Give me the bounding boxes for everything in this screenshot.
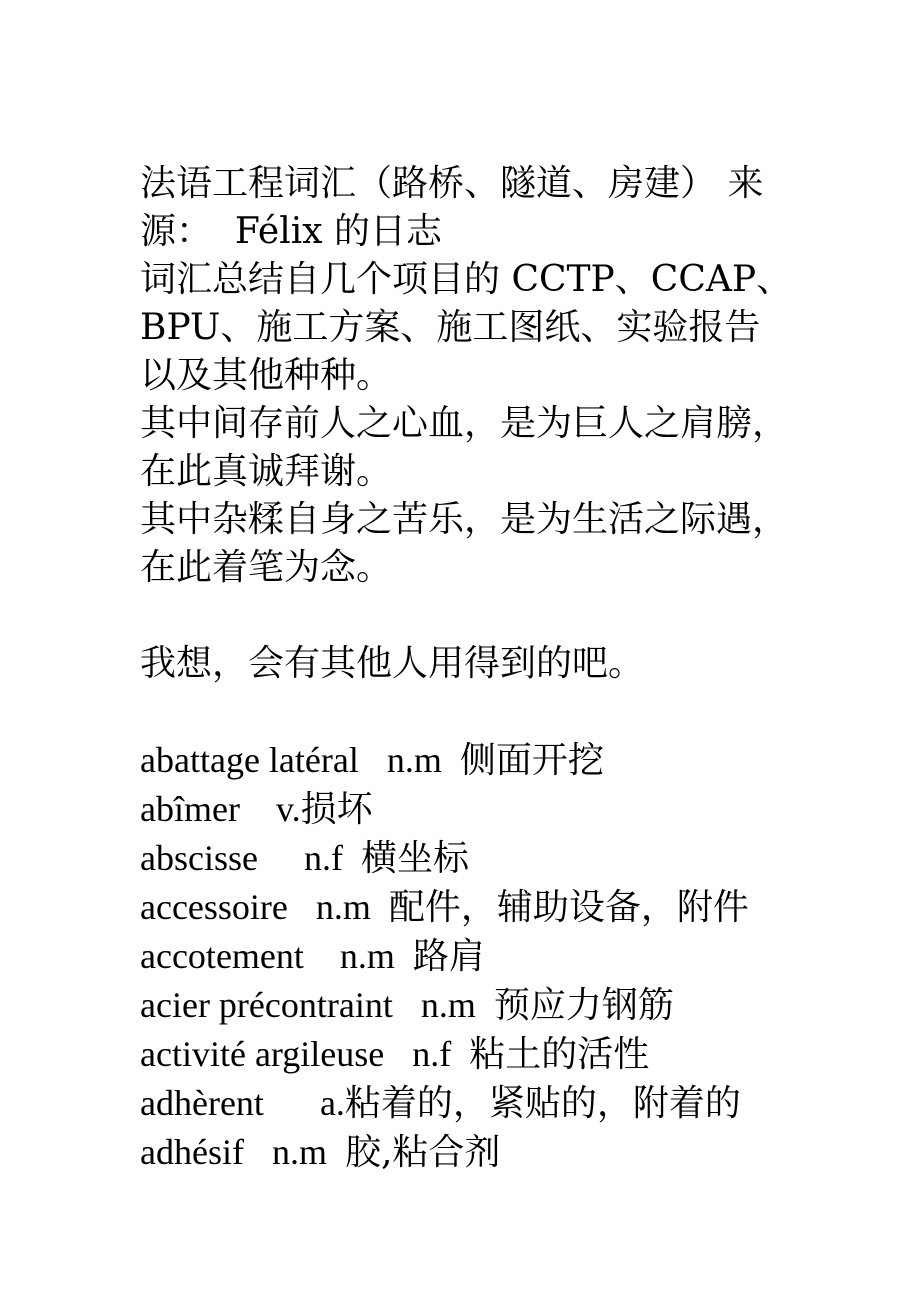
entry-term: activité argileuse xyxy=(140,1034,385,1074)
entry-term: acier précontraint xyxy=(140,985,393,1025)
vocab-entry xyxy=(140,785,800,834)
entry-meaning: 侧面开挖 xyxy=(459,740,604,781)
entry-term: abattage latéral xyxy=(140,740,359,780)
entry-meaning: 胶,粘合剂 xyxy=(344,1132,501,1173)
entry-pos: n.m xyxy=(386,740,442,780)
entry-term: accotement xyxy=(140,936,304,976)
entry-term: adhésif xyxy=(140,1132,244,1172)
description-line-2: BPU、施工方案、施工图纸、实验报告 xyxy=(140,307,761,348)
entry-meaning: 路肩 xyxy=(412,936,485,977)
entry-meaning: 粘着的，紧贴的，附着的 xyxy=(344,1083,741,1124)
title-line-1: 法语工程词汇（路桥、隧道、房建） 来 xyxy=(140,163,764,204)
entry-meaning: 损坏 xyxy=(300,789,373,830)
vocab-entry xyxy=(140,834,800,883)
entry-pos: n.f xyxy=(412,1034,452,1074)
entry-term: adhèrent xyxy=(140,1083,264,1123)
entry-term: abîmer xyxy=(140,789,240,829)
vocab-entry xyxy=(140,981,800,1030)
description-line-1: 词汇总结自几个项目的 CCTP、CCAP、 xyxy=(140,259,793,300)
description-line-3: 以及其他种种。 xyxy=(140,355,393,396)
entry-pos: n.m xyxy=(339,936,395,976)
title-line-2: 源： Félix 的日志 xyxy=(140,211,442,252)
vocab-entry xyxy=(140,736,800,785)
entry-term: accessoire xyxy=(140,887,288,927)
entry-pos: n.f xyxy=(303,838,343,878)
entry-meaning: 横坐标 xyxy=(360,838,469,879)
vocab-entry xyxy=(140,1128,800,1177)
thanks-line-1: 其中间存前人之心血，是为巨人之肩膀， xyxy=(140,403,789,444)
memo-line-2: 在此着笔为念。 xyxy=(140,547,393,588)
vocab-entry xyxy=(140,883,800,932)
vocab-entry xyxy=(140,1030,800,1079)
blank-line xyxy=(140,688,800,736)
entry-pos: n.m xyxy=(315,887,371,927)
vocab-entry xyxy=(140,1079,800,1128)
entry-pos: a. xyxy=(319,1083,345,1123)
thanks-line-2: 在此真诚拜谢。 xyxy=(140,451,393,492)
entry-meaning: 预应力钢筋 xyxy=(493,985,674,1026)
closing-line: 我想，会有其他人用得到的吧。 xyxy=(140,643,645,684)
vocab-entry xyxy=(140,932,800,981)
blank-line xyxy=(140,592,800,640)
entry-meaning: 粘土的活性 xyxy=(469,1034,650,1075)
document-page xyxy=(140,160,800,1177)
entry-term: abscisse xyxy=(140,838,258,878)
memo-line-1: 其中杂糅自身之苦乐，是为生活之际遇， xyxy=(140,499,789,540)
entry-meaning: 配件，辅助设备，附件 xyxy=(388,887,749,928)
entry-pos: n.m xyxy=(420,985,476,1025)
entry-pos: n.m xyxy=(271,1132,327,1172)
entry-pos: v. xyxy=(275,789,301,829)
